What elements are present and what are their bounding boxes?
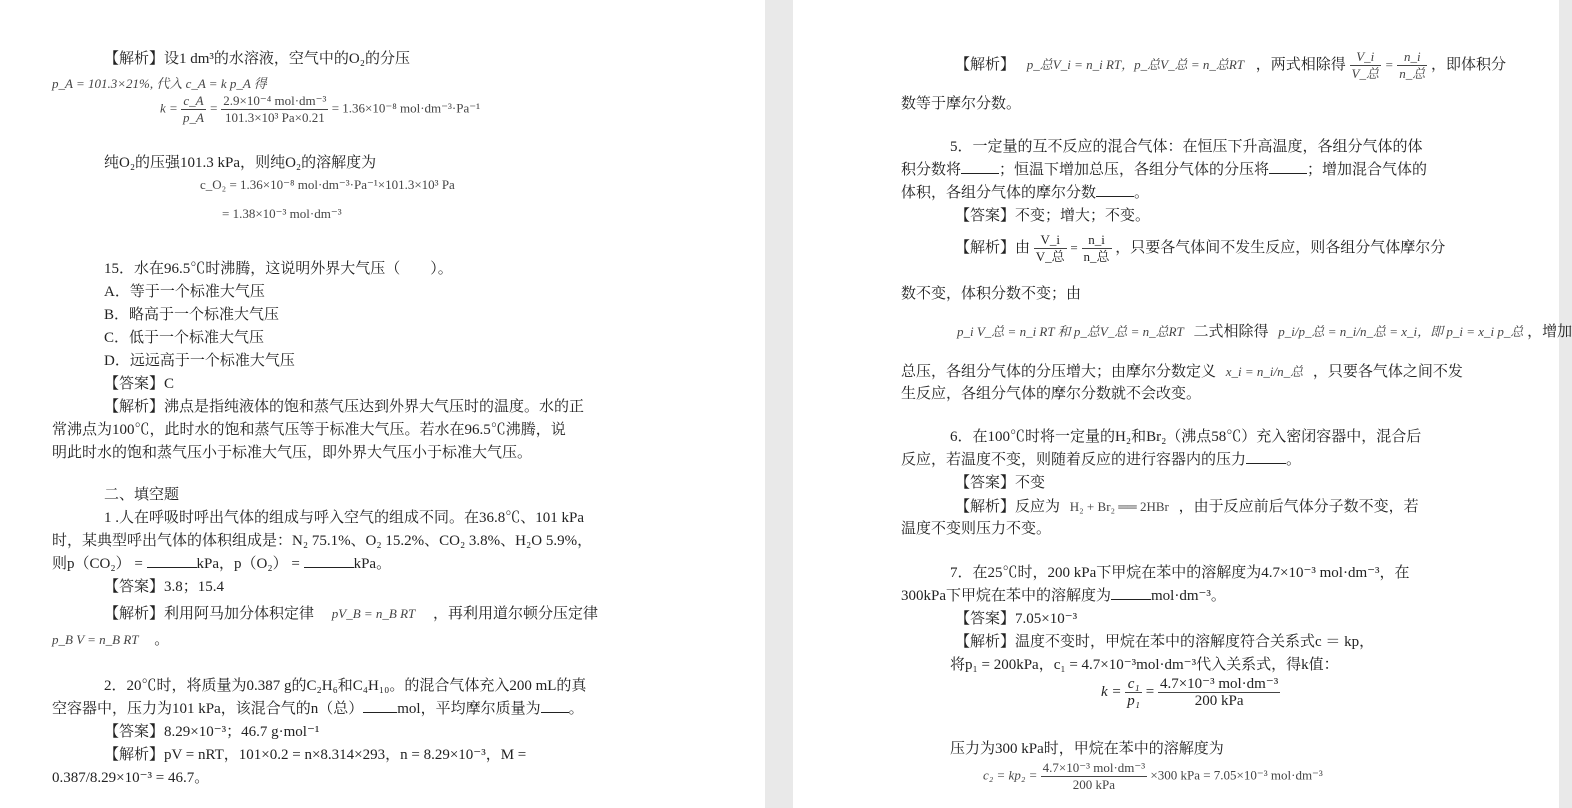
text: 。 [154, 632, 170, 648]
answer-5: 【答案】不变；增大；不变。 [955, 208, 1151, 224]
option-d: D．远远高于一个标准大气压 [104, 353, 295, 369]
numerator: 2.9×10⁻⁴ mol·dm⁻³ [223, 93, 327, 108]
text: ，两式相除得 [1255, 57, 1346, 73]
numerator: n_i [1082, 232, 1112, 249]
option-b: B．略高于一个标准大气压 [104, 307, 280, 323]
numerator: n_i [1397, 49, 1427, 66]
fill-blank [961, 159, 999, 174]
formula-part: = 1.36×10⁻⁸ mol·dm⁻³·Pa⁻¹ [331, 100, 481, 116]
option-a: A．等于一个标准大气压 [104, 284, 265, 300]
question-2-line [52, 698, 584, 721]
text-line: 数等于摩尔分数。 [901, 96, 1022, 112]
formula: pV_B = n_B RT [331, 606, 416, 621]
fraction [1125, 676, 1142, 709]
text: mol，平均摩尔质量为 [397, 701, 541, 717]
formula [983, 760, 1323, 793]
formula-part: k = [1101, 683, 1122, 700]
answer-2: 【答案】8.29×10⁻³；46.7 g·mol⁻¹ [104, 724, 320, 740]
text: ，只要各气体之间不发 [1312, 364, 1463, 380]
denominator: p₁ [1127, 693, 1140, 709]
text: ，即体积分 [1431, 57, 1507, 73]
text: kPa。 [353, 556, 392, 572]
question-1-line: 时，某典型呼出气体的体积组成是：N₂ 75.1%、O₂ 15.2%、CO₂ 3.8%、H₂O 5.9%， [52, 533, 593, 549]
fill-blank [1096, 182, 1134, 197]
text: 【解析】反应为 [955, 499, 1061, 515]
formula: p_A = 101.3×21%, 代入 c_A = k p_A 得 [52, 76, 267, 91]
explanation-line: 【解析】 p_总V_i = n_i RT，p_总V_总 = n_总RT ，两式相除得 $\frac{V\_i}{\text{V\_总}}$ = $\frac{n\_i}{\text{n\_总}}$ ，即体积分 [955, 49, 1507, 82]
document-page-right [793, 0, 1572, 808]
document-page-left [0, 0, 765, 808]
text: 二式相除得 [1193, 324, 1269, 340]
fill-blank [1269, 159, 1307, 174]
text: 。 [1134, 185, 1150, 201]
explanation-line [955, 495, 1419, 519]
text: ；增加混合气体的 [1307, 162, 1428, 178]
question-7-line [901, 585, 1226, 608]
text: 【解析】利用阿马加分体积定律 [104, 606, 315, 622]
fill-blank [541, 698, 569, 713]
text: 300kPa下甲烷在苯中的溶解度为 [901, 588, 1112, 604]
formula: c_O₂ = 1.36×10⁻⁸ mol·dm⁻³·Pa⁻¹×101.3×10³ Pa [200, 177, 455, 192]
text: 总压，各组分气体的分压增大；由摩尔分数定义 [901, 364, 1217, 380]
explanation-line: 将p₁ = 200kPa，c₁ = 4.7×10⁻³mol·dm⁻³代入关系式，得k值： [950, 657, 1339, 673]
text: ，由于反应前后气体分子数不变，若 [1178, 499, 1419, 515]
formula-k: k = $\frac{\text{c₁}}{\text{p₁}}$ = $\frac{\text{4.7×10⁻³ mol·dm⁻³}}{\text{200 kPa}}$ [1101, 676, 1279, 709]
question-1-line [52, 553, 391, 576]
text: 反应，若温度不变，则随着反应的进行容器内的压力 [901, 452, 1247, 468]
text: 。 [568, 701, 584, 717]
question-7: 7．在25℃时，200 kPa下甲烷在苯中的溶解度为4.7×10⁻³ mol·dm⁻³，在 [950, 565, 1410, 581]
fill-blank [1246, 449, 1286, 464]
formula-part: k = [160, 100, 178, 116]
fraction [1041, 760, 1148, 793]
explanation-line: 温度不变则压力不变。 [901, 521, 1052, 537]
question-6-line [901, 449, 1301, 472]
question-1: 1 .人在呼吸时呼出气体的组成与呼入空气的组成不同。在36.8℃、101 kPa [104, 510, 585, 526]
text-line: 纯O₂的压强101.3 kPa，则纯O₂的溶解度为 [104, 155, 377, 171]
question-15: 15．水在96.5℃时沸腾，这说明外界大气压（ ）。 [104, 261, 453, 277]
denominator: p_A [183, 110, 204, 125]
formula: H₂ + Br₂ ══ 2HBr [1069, 499, 1169, 514]
text: 积分数将 [901, 162, 962, 178]
text: 。 [1286, 452, 1302, 468]
question-2: 2．20℃时，将质量为0.387 g的C₂H₆和C₄H₁₀。的混合气体充入200 mL的真 [104, 678, 587, 694]
answer-1: 【答案】3.8；15.4 [104, 579, 225, 595]
formula: p_i V_总 = n_i RT 和 p_总V_总 = n_总RT [957, 324, 1184, 339]
formula-part: c₂ = kp₂ = [983, 767, 1038, 783]
text: ，增加 [1527, 324, 1572, 340]
fraction [181, 93, 206, 126]
numerator: 4.7×10⁻³ mol·dm⁻³ [1042, 760, 1146, 775]
option-c: C．低于一个标准大气压 [104, 330, 265, 346]
denominator: n_总 [1399, 66, 1426, 82]
fraction [1397, 49, 1427, 82]
text: 【解析】由 [955, 240, 1031, 256]
text-line: 【解析】设1 dm³的水溶液，空气中的O₂的分压 [104, 51, 410, 67]
question-5-line [901, 182, 1149, 205]
text: ，只要各气体间不发生反应，则各组分气体摩尔分 [1115, 240, 1446, 256]
fill-blank [147, 553, 197, 568]
explanation-line [901, 360, 1463, 384]
formula: p_B V = n_B RT [52, 632, 139, 647]
denominator: V_总 [1035, 249, 1065, 265]
fraction [221, 93, 328, 126]
text: 则p（CO₂） = [52, 556, 143, 572]
numerator: V_i [1350, 49, 1381, 66]
numerator: V_i [1034, 232, 1067, 249]
text: 体积，各组分气体的摩尔分数 [901, 185, 1097, 201]
fill-blank [1111, 585, 1151, 600]
explanation-line [957, 320, 1572, 344]
denominator: 200 kPa [1194, 693, 1244, 709]
text: ；恒温下增加总压，各组分气体的分压将 [999, 162, 1270, 178]
text: ，再利用道尔顿分压定律 [433, 606, 599, 622]
explanation-line [104, 602, 598, 626]
explanation-line: 生反应，各组分气体的摩尔分数就不会改变。 [901, 386, 1202, 402]
text: 【解析】 [955, 57, 1016, 73]
fraction [1034, 232, 1067, 265]
fraction [1158, 676, 1280, 709]
section-heading: 二、填空题 [104, 487, 180, 503]
explanation-line: 0.387/8.29×10⁻³ = 46.7。 [52, 770, 210, 786]
formula-part: ×300 kPa = 7.05×10⁻³ mol·dm⁻³ [1150, 767, 1323, 783]
formula: p_总V_i = n_i RT，p_总V_总 = n_总RT [1026, 57, 1245, 72]
question-6: 6．在100℃时将一定量的H₂和Br₂（沸点58℃）充入密闭容器中，混合后 [950, 429, 1422, 445]
formula: x_i = n_i/n_总 [1225, 364, 1304, 379]
numerator: 4.7×10⁻³ mol·dm⁻³ [1159, 676, 1279, 692]
explanation-line: 数不变，体积分数不变；由 [901, 286, 1082, 302]
answer-7: 【答案】7.05×10⁻³ [955, 611, 1078, 627]
fill-blank [363, 698, 397, 713]
fraction [1082, 232, 1112, 265]
answer-6: 【答案】不变 [955, 475, 1046, 491]
answer-15: 【答案】C [104, 376, 175, 392]
explanation-line: 【解析】由 $\frac{V\_i}{\text{V\_总}}$ = $\frac{n\_i}{\text{n\_总}}$ ，只要各气体间不发生反应，则各组分气体摩尔分 [955, 232, 1446, 265]
denominator: 200 kPa [1072, 777, 1115, 792]
text: kPa，p（O₂） = [196, 556, 300, 572]
formula-k: k = $\frac{c\_A}{p\_A}$ = $\frac{\text{2.9×10⁻⁴ mol·dm⁻³}}{\text{101.3×10³ Pa×0.21}}$ = 1.36×10⁻⁸ mol·dm⁻³·Pa⁻¹ [160, 93, 481, 125]
denominator: V_总 [1351, 66, 1379, 82]
explanation-line [52, 628, 169, 652]
explanation-line: 【解析】温度不变时，甲烷在苯中的溶解度符合关系式c ＝ kp， [955, 634, 1375, 650]
denominator: 101.3×10³ Pa×0.21 [224, 110, 325, 125]
page-gap [765, 0, 793, 808]
fraction [1350, 49, 1381, 82]
text: 空容器中，压力为101 kPa，该混合气的n（总） [52, 701, 364, 717]
explanation-line: 【解析】pV = nRT，101×0.2 = n×8.314×293，n = 8.29×10⁻³，M = [104, 747, 527, 763]
explanation-line: 常沸点为100℃，此时水的饱和蒸气压等于标准大气压。若水在96.5℃沸腾，说 [52, 422, 566, 438]
question-5: 5．一定量的互不反应的混合气体：在恒压下升高温度，各组分气体的体 [950, 139, 1423, 155]
formula: = 1.38×10⁻³ mol·dm⁻³ [222, 206, 342, 221]
fill-blank [304, 553, 354, 568]
question-5-line [901, 159, 1427, 182]
text: mol·dm⁻³。 [1151, 588, 1226, 604]
explanation-line: 明此时水的饱和蒸气压小于标准大气压，即外界大气压小于标准大气压。 [52, 445, 533, 461]
numerator: c_A [181, 93, 206, 110]
explanation-line: 【解析】沸点是指纯液体的饱和蒸气压达到外界大气压时的温度。水的正 [104, 399, 585, 415]
numerator: c₁ [1125, 676, 1142, 693]
formula: p_i/p_总 = n_i/n_总 = x_i，即 p_i = x_i p_总 [1278, 324, 1524, 339]
explanation-line: 压力为300 kPa时，甲烷在苯中的溶解度为 [950, 741, 1224, 757]
denominator: n_总 [1083, 249, 1110, 265]
